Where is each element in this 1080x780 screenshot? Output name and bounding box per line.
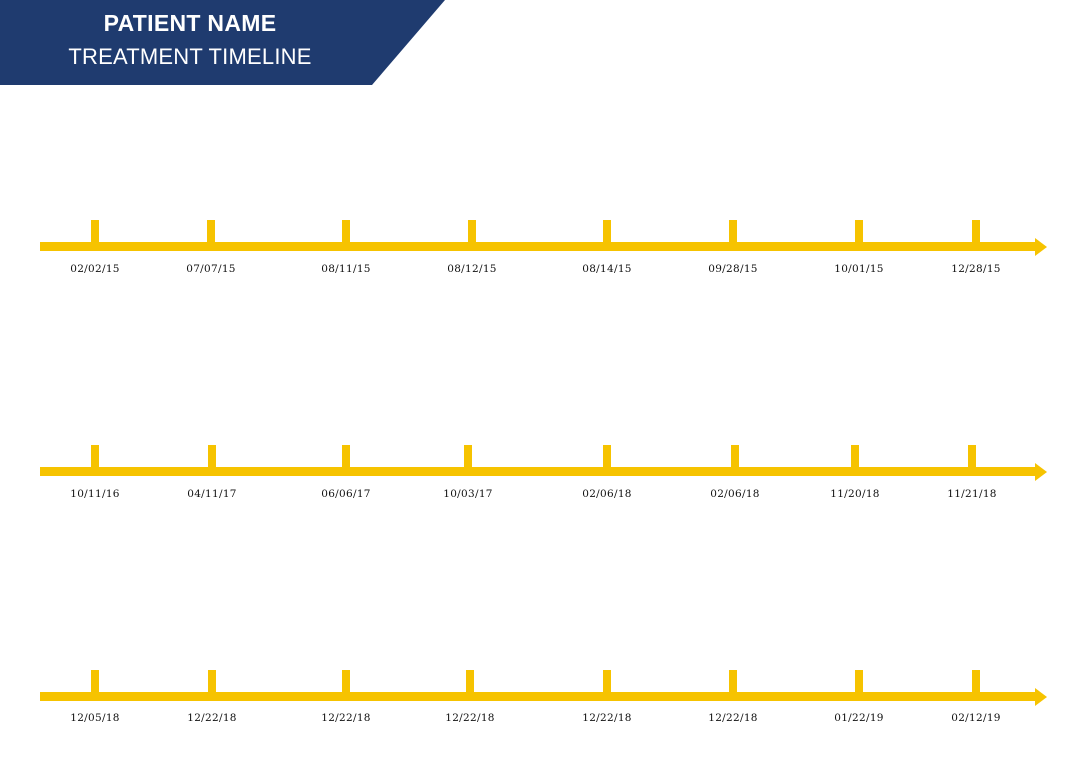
- timeline-arrowhead: [1035, 688, 1047, 706]
- timeline-tick: [466, 670, 474, 696]
- event-date: 08/12/15: [447, 263, 497, 275]
- event-date: 10/11/16: [70, 488, 120, 500]
- event-date: 10/01/15: [834, 263, 884, 275]
- timeline-tick: [342, 670, 350, 696]
- event-date: 02/06/18: [582, 488, 632, 500]
- timeline-axis: [40, 467, 1035, 476]
- event-date: 10/03/17: [443, 488, 493, 500]
- timeline-subtitle: TREATMENT TIMELINE: [68, 44, 312, 69]
- event-date: 11/21/18: [947, 488, 997, 500]
- timeline-tick: [468, 220, 476, 246]
- timeline-axis: [40, 242, 1035, 251]
- timeline-tick: [603, 220, 611, 246]
- timeline-tick: [603, 670, 611, 696]
- event-date: 01/22/19: [834, 712, 884, 724]
- timeline-tick: [968, 445, 976, 471]
- patient-name-title: PATIENT NAME: [103, 10, 277, 36]
- timeline-tick: [972, 220, 980, 246]
- timeline-tick: [464, 445, 472, 471]
- timeline-tick: [729, 670, 737, 696]
- event-date: 08/14/15: [582, 263, 632, 275]
- timeline-tick: [855, 220, 863, 246]
- event-date: 07/07/15: [186, 263, 236, 275]
- event-date: 12/05/18: [70, 712, 120, 724]
- timeline-tick: [208, 445, 216, 471]
- event-date: 02/12/19: [951, 712, 1001, 724]
- event-date: 02/06/18: [710, 488, 760, 500]
- event-date: 12/28/15: [951, 263, 1001, 275]
- event-date: 12/22/18: [187, 712, 237, 724]
- timeline-tick: [851, 445, 859, 471]
- header-banner: [0, 0, 1080, 85]
- event-date: 12/22/18: [321, 712, 371, 724]
- timeline-axis: [40, 692, 1035, 701]
- timeline-arrowhead: [1035, 463, 1047, 481]
- event-date: 09/28/15: [708, 263, 758, 275]
- event-date: 08/11/15: [321, 263, 371, 275]
- event-date: 11/20/18: [830, 488, 880, 500]
- timeline-tick: [603, 445, 611, 471]
- timeline-tick: [342, 220, 350, 246]
- timeline-tick: [855, 670, 863, 696]
- timeline-tick: [342, 445, 350, 471]
- timeline-tick: [91, 670, 99, 696]
- timeline-tick: [91, 220, 99, 246]
- timeline-tick: [207, 220, 215, 246]
- timeline-tick: [91, 445, 99, 471]
- event-date: 12/22/18: [582, 712, 632, 724]
- event-date: 02/02/15: [70, 263, 120, 275]
- event-date: 06/06/17: [321, 488, 371, 500]
- timeline-tick: [972, 670, 980, 696]
- event-date: 04/11/17: [187, 488, 237, 500]
- event-date: 12/22/18: [445, 712, 495, 724]
- timeline-tick: [731, 445, 739, 471]
- timeline-tick: [208, 670, 216, 696]
- event-date: 12/22/18: [708, 712, 758, 724]
- timeline-arrowhead: [1035, 238, 1047, 256]
- timeline-tick: [729, 220, 737, 246]
